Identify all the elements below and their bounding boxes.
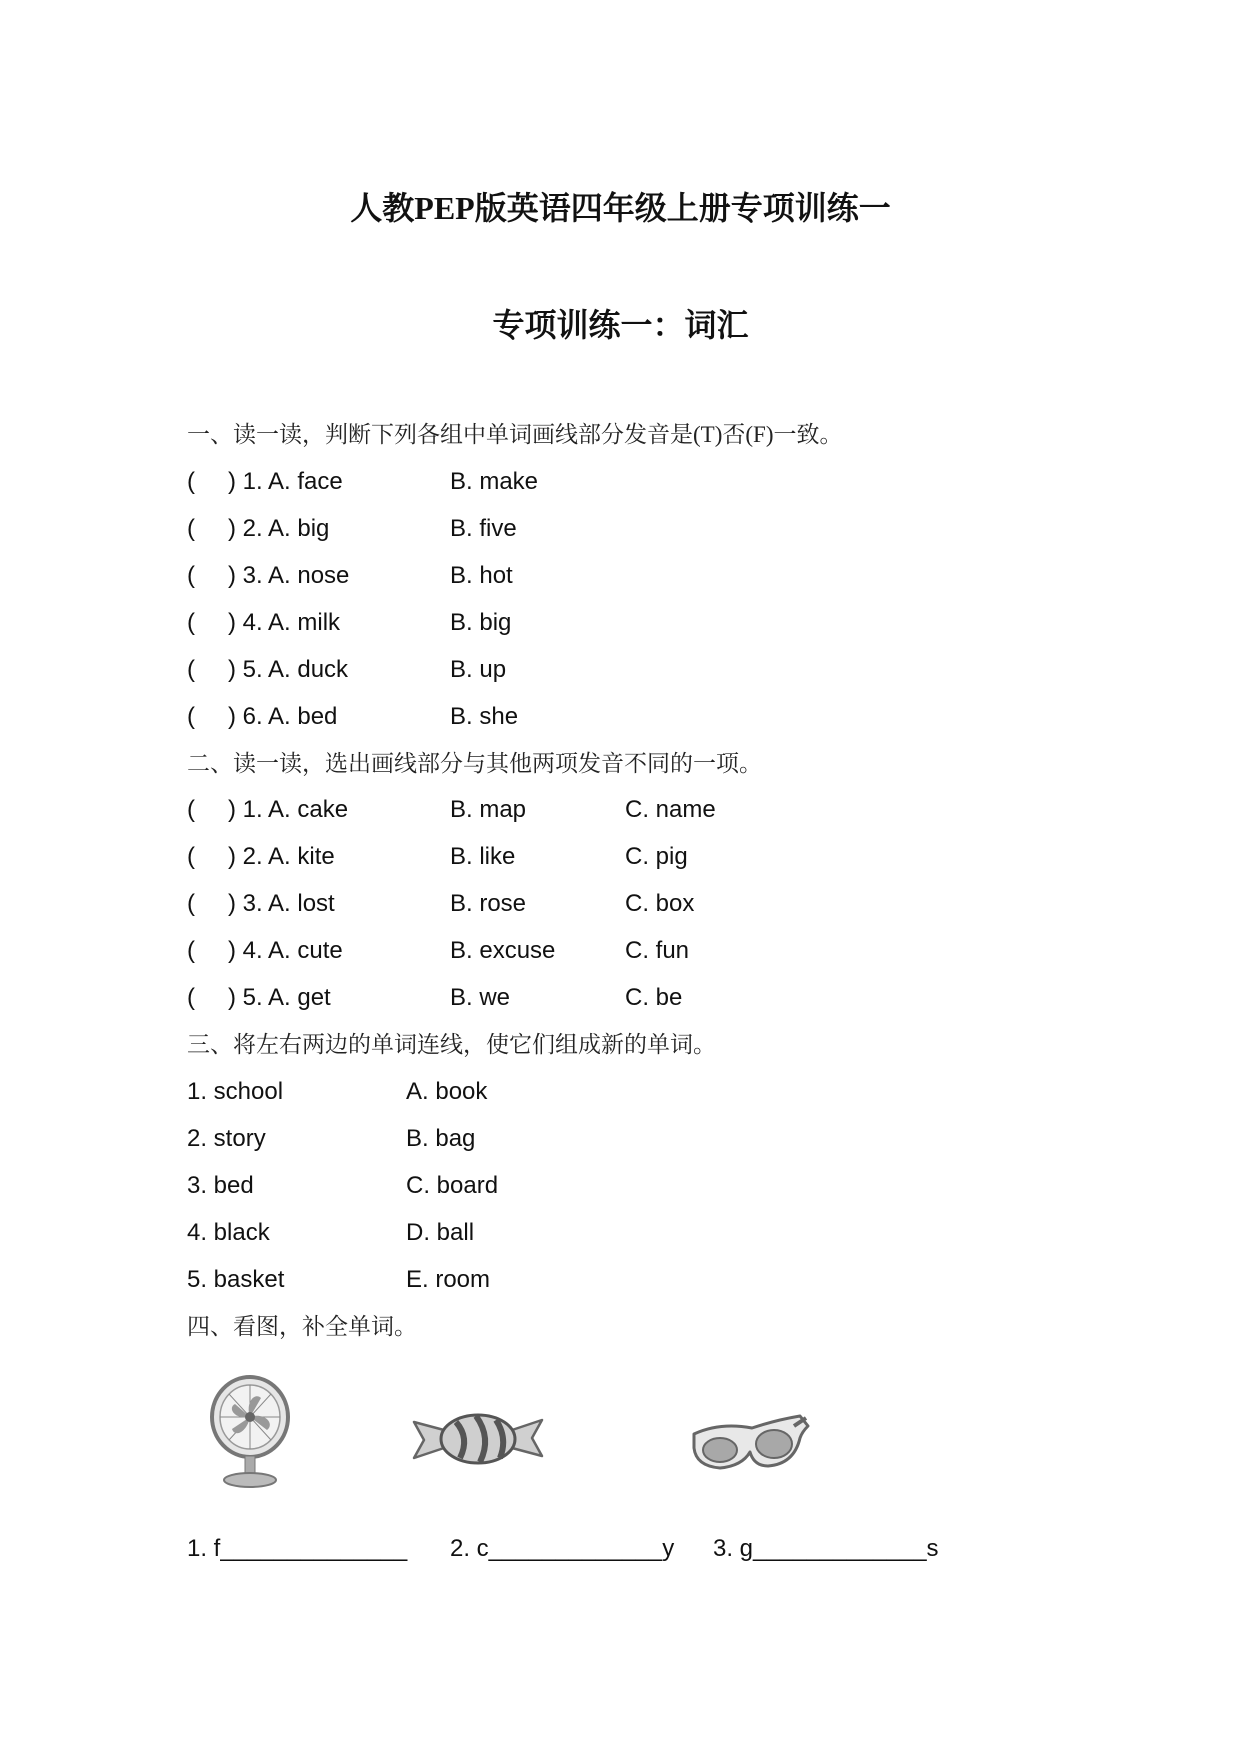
fan-icon (205, 1372, 295, 1490)
match-left-word: 1. school (187, 1078, 284, 1105)
option-a: ) 5. A. get (228, 984, 331, 1011)
match-right-word: D. ball (406, 1219, 475, 1246)
match-left-word: 5. basket (187, 1266, 285, 1293)
option-b: B. map (450, 796, 527, 823)
option-c: C. fun (625, 937, 690, 964)
option-c: C. box (625, 890, 695, 917)
option-a: ) 4. A. milk (228, 609, 341, 636)
option-c: C. name (625, 796, 716, 823)
option-a: ) 6. A. bed (228, 703, 338, 730)
document-subtitle: 专项训练一：词汇 (492, 307, 749, 343)
candy-icon (410, 1408, 546, 1468)
option-b: B. excuse (450, 937, 556, 964)
answer-paren: ( (187, 609, 195, 636)
option-a: ) 1. A. cake (228, 796, 349, 823)
match-right-word: A. book (406, 1078, 488, 1105)
document-title: 人教PEP版英语四年级上册专项训练一 (350, 190, 891, 226)
answer-paren: ( (187, 703, 195, 730)
answer-paren: ( (187, 937, 195, 964)
section2-heading: 二、读一读，选出画线部分与其他两项发音不同的一项。 (187, 751, 762, 776)
answer-paren: ( (187, 515, 195, 542)
option-c: C. be (625, 984, 683, 1011)
answer-paren: ( (187, 843, 195, 870)
answer-paren: ( (187, 984, 195, 1011)
match-right-word: E. room (406, 1266, 491, 1293)
option-b: B. big (450, 609, 512, 636)
option-c: C. pig (625, 843, 688, 870)
match-left-word: 3. bed (187, 1172, 254, 1199)
option-a: ) 3. A. lost (228, 890, 335, 917)
option-b: B. make (450, 468, 539, 495)
option-a: ) 4. A. cute (228, 937, 343, 964)
answer-paren: ( (187, 468, 195, 495)
fill-blank-glasses[interactable]: 3. g_____________s (713, 1535, 939, 1562)
option-b: B. like (450, 843, 516, 870)
fill-blank-fan[interactable]: 1. f______________ (187, 1535, 408, 1562)
answer-paren: ( (187, 890, 195, 917)
option-a: ) 2. A. kite (228, 843, 335, 870)
answer-paren: ( (187, 562, 195, 589)
option-b: B. she (450, 703, 519, 730)
option-a: ) 3. A. nose (228, 562, 350, 589)
answer-paren: ( (187, 656, 195, 683)
option-a: ) 1. A. face (228, 468, 343, 495)
section4-heading: 四、看图，补全单词。 (187, 1314, 417, 1339)
option-b: B. five (450, 515, 517, 542)
fill-blank-candy[interactable]: 2. c_____________y (450, 1535, 675, 1562)
answer-paren: ( (187, 796, 195, 823)
option-a: ) 2. A. big (228, 515, 330, 542)
match-left-word: 4. black (187, 1219, 270, 1246)
sunglasses-icon (690, 1408, 810, 1478)
section3-heading: 三、将左右两边的单词连线，使它们组成新的单词。 (187, 1032, 716, 1057)
section1-heading: 一、读一读，判断下列各组中单词画线部分发音是(T)否(F)一致。 (187, 422, 843, 447)
match-right-word: B. bag (406, 1125, 476, 1152)
match-right-word: C. board (406, 1172, 499, 1199)
option-a: ) 5. A. duck (228, 656, 349, 683)
match-left-word: 2. story (187, 1125, 266, 1152)
option-b: B. up (450, 656, 507, 683)
option-b: B. hot (450, 562, 513, 589)
option-b: B. rose (450, 890, 527, 917)
option-b: B. we (450, 984, 511, 1011)
